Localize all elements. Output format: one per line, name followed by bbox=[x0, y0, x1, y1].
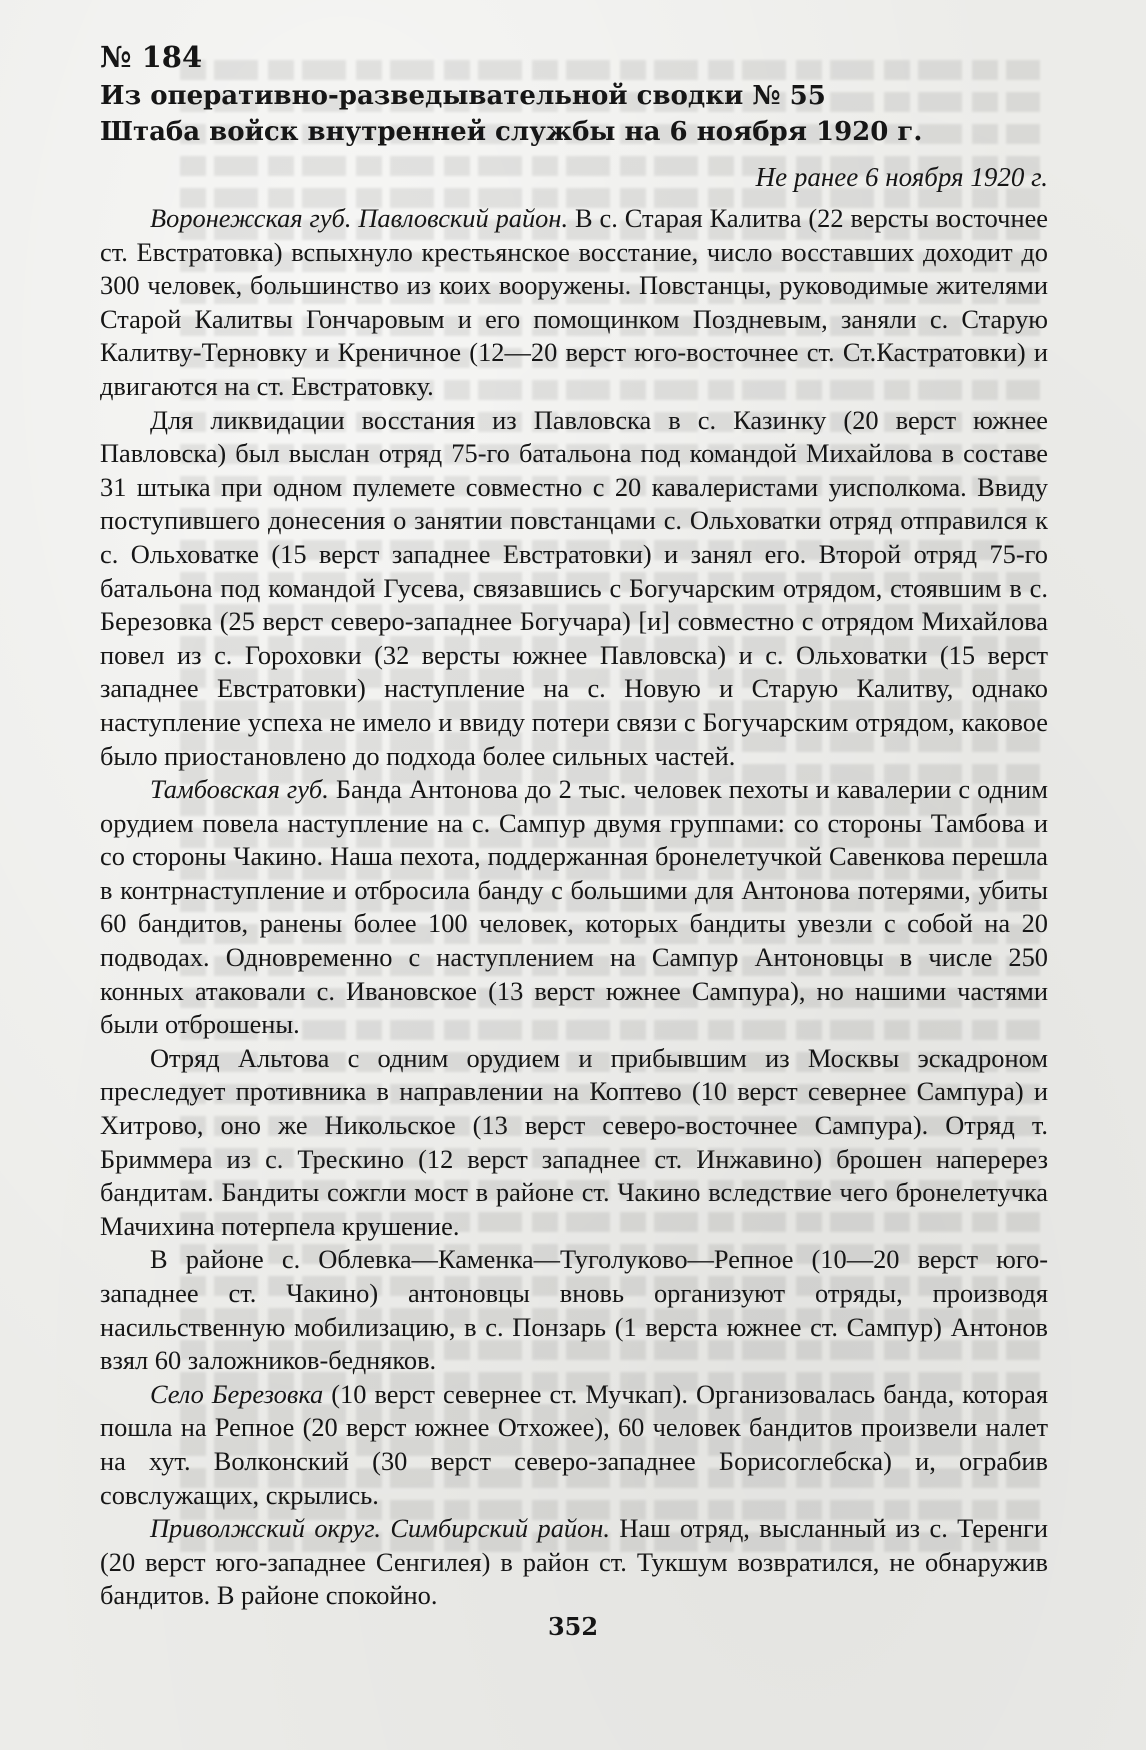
paragraph-lead: Приволжский округ. Симбирский район. bbox=[150, 1513, 610, 1544]
paragraph-text: Отряд Альтова с одним орудием и прибывшим из Москвы эскадроном преследует противника в направлении на Коптево (10 верст севернее Сампура) и Хитрово, оно же Никольское (13 верст северо-восточнее Сампура). Отряд т. Бриммера из с. Трескино (12 верст западнее ст. Инжавино) брошен наперерез бандитам. Бандиты сожгли мост в районе ст. Чакино вследствие чего бронелетучка Мачихина потерпела крушение. bbox=[100, 1042, 1048, 1241]
paragraph-lead: Тамбовская губ. bbox=[150, 774, 329, 805]
paragraph-text: Банда Антонова до 2 тыс. человек пехоты и кавалерии с одним орудием повела наступление на с. Сампур двумя группами: со стороны Тамбова и со стороны Чакино. Наша пехота, поддержанная бронелетучкой Савенкова перешла в контрнаступление и отбросила банду с большими для Антонова потерями, убиты 60 бандитов, ранены более 100 человек, которых бандиты увезли с собой на 20 подводах. Одновременно с наступлением на Сампур Антоновцы в числе 250 конных атаковали с. Ивановское (13 верст южнее Сампура), но нашими частями были отброшены. bbox=[100, 774, 1048, 1040]
paragraph-lead: Воронежская губ. Павловский район. bbox=[150, 203, 569, 233]
paragraph-lead: Село Березовка bbox=[150, 1378, 324, 1409]
document-body bbox=[100, 202, 1048, 1613]
document-title bbox=[100, 78, 1048, 150]
paragraph-text: (10 верст севернее ст. Мучкап). Организовалась банда, которая пошла на Репное (20 верст южнее Отхожее), 60 человек бандитов произвели налет на хут. Волконский (30 верст северо-западнее Борисоглебска) и, ограбив совслужащих, скрылись. bbox=[100, 1378, 1048, 1510]
paragraph-text: Для ликвидации восстания из Павловска в с. Казинку (20 верст южнее Павловска) был выслан отряд 75-го батальона под командой Михайлова в составе 31 штыка при одном пулемете совместно с 20 кавалеристами уисполкома. Ввиду поступившего донесения о занятии повстанцами с. Ольховатки отряд отправился к с. Ольховатке (15 верст западнее Евстратовки) и занял его. Второй отряд 75-го батальона под командой Гусева, связавшись с Богучарским отрядом, стоявшим в с. Березовка (25 верст северо-западнее Богучара) [и] совместно с отрядом Михайлова повел из с. Гороховки (32 версты южнее Павловска) и с. Ольховатки (15 верст западнее Евстратовки) наступление на с. Новую и Старую Калитву, однако наступление успеха не имело и ввиду потери связи с Богучарским отрядом, каковое было приостановлено до подхода более сильных частей. bbox=[100, 404, 1048, 771]
paragraph-privolzhsky bbox=[100, 1512, 1048, 1613]
paragraph-oblevka bbox=[100, 1243, 1048, 1377]
document-number: № 184 bbox=[100, 40, 203, 74]
paragraph-text: Наш отряд, высланный из с. Теренги (20 верст юго-западнее Сенгилея) в район ст. Тукшум возвратился, не обнаружив бандитов. В районе спокойно. bbox=[100, 1513, 1048, 1611]
paragraph-voronezh bbox=[100, 202, 1048, 404]
paragraph-text: В с. Старая Калитва (22 версты восточнее ст. Евстратовка) вспыхнуло крестьянское восстание, число восставших доходит до 300 человек, большинство из коих вооружены. Повстанцы, руководимые жителями Старой Калитвы Гончаровым и его помощинком Поздневым, заняли с. Старую Калитву-Терновку и Креничное (12—20 верст юго-восточнее ст. Ст.Кастратовки) и двигаются на ст. Евстратовку. bbox=[100, 203, 1048, 401]
document-content bbox=[100, 38, 1048, 1613]
page-number: 352 bbox=[547, 1612, 599, 1641]
paragraph-text: В районе с. Облевка—Каменка—Туголуково—Репное (10—20 верст юго-западнее ст. Чакино) антоновцы вновь организуют отряды, производя насильственную мобилизацию, в с. Понзарь (1 верста южнее ст. Сампур) Антонов взял 60 заложников-бедняков. bbox=[100, 1244, 1048, 1376]
paragraph-berezovka bbox=[100, 1378, 1048, 1512]
document-title-line-2: Штаба войск внутренней службы на 6 ноября 1920 г. bbox=[100, 117, 923, 147]
paragraph-tambov bbox=[100, 773, 1048, 1042]
paragraph-liquidation bbox=[100, 404, 1048, 774]
document-date: Не ранее 6 ноября 1920 г. bbox=[755, 162, 1048, 192]
document-title-line-1: Из оперативно-разведывательной сводки № 55 bbox=[100, 81, 826, 111]
paragraph-altov-detachment bbox=[100, 1042, 1048, 1244]
